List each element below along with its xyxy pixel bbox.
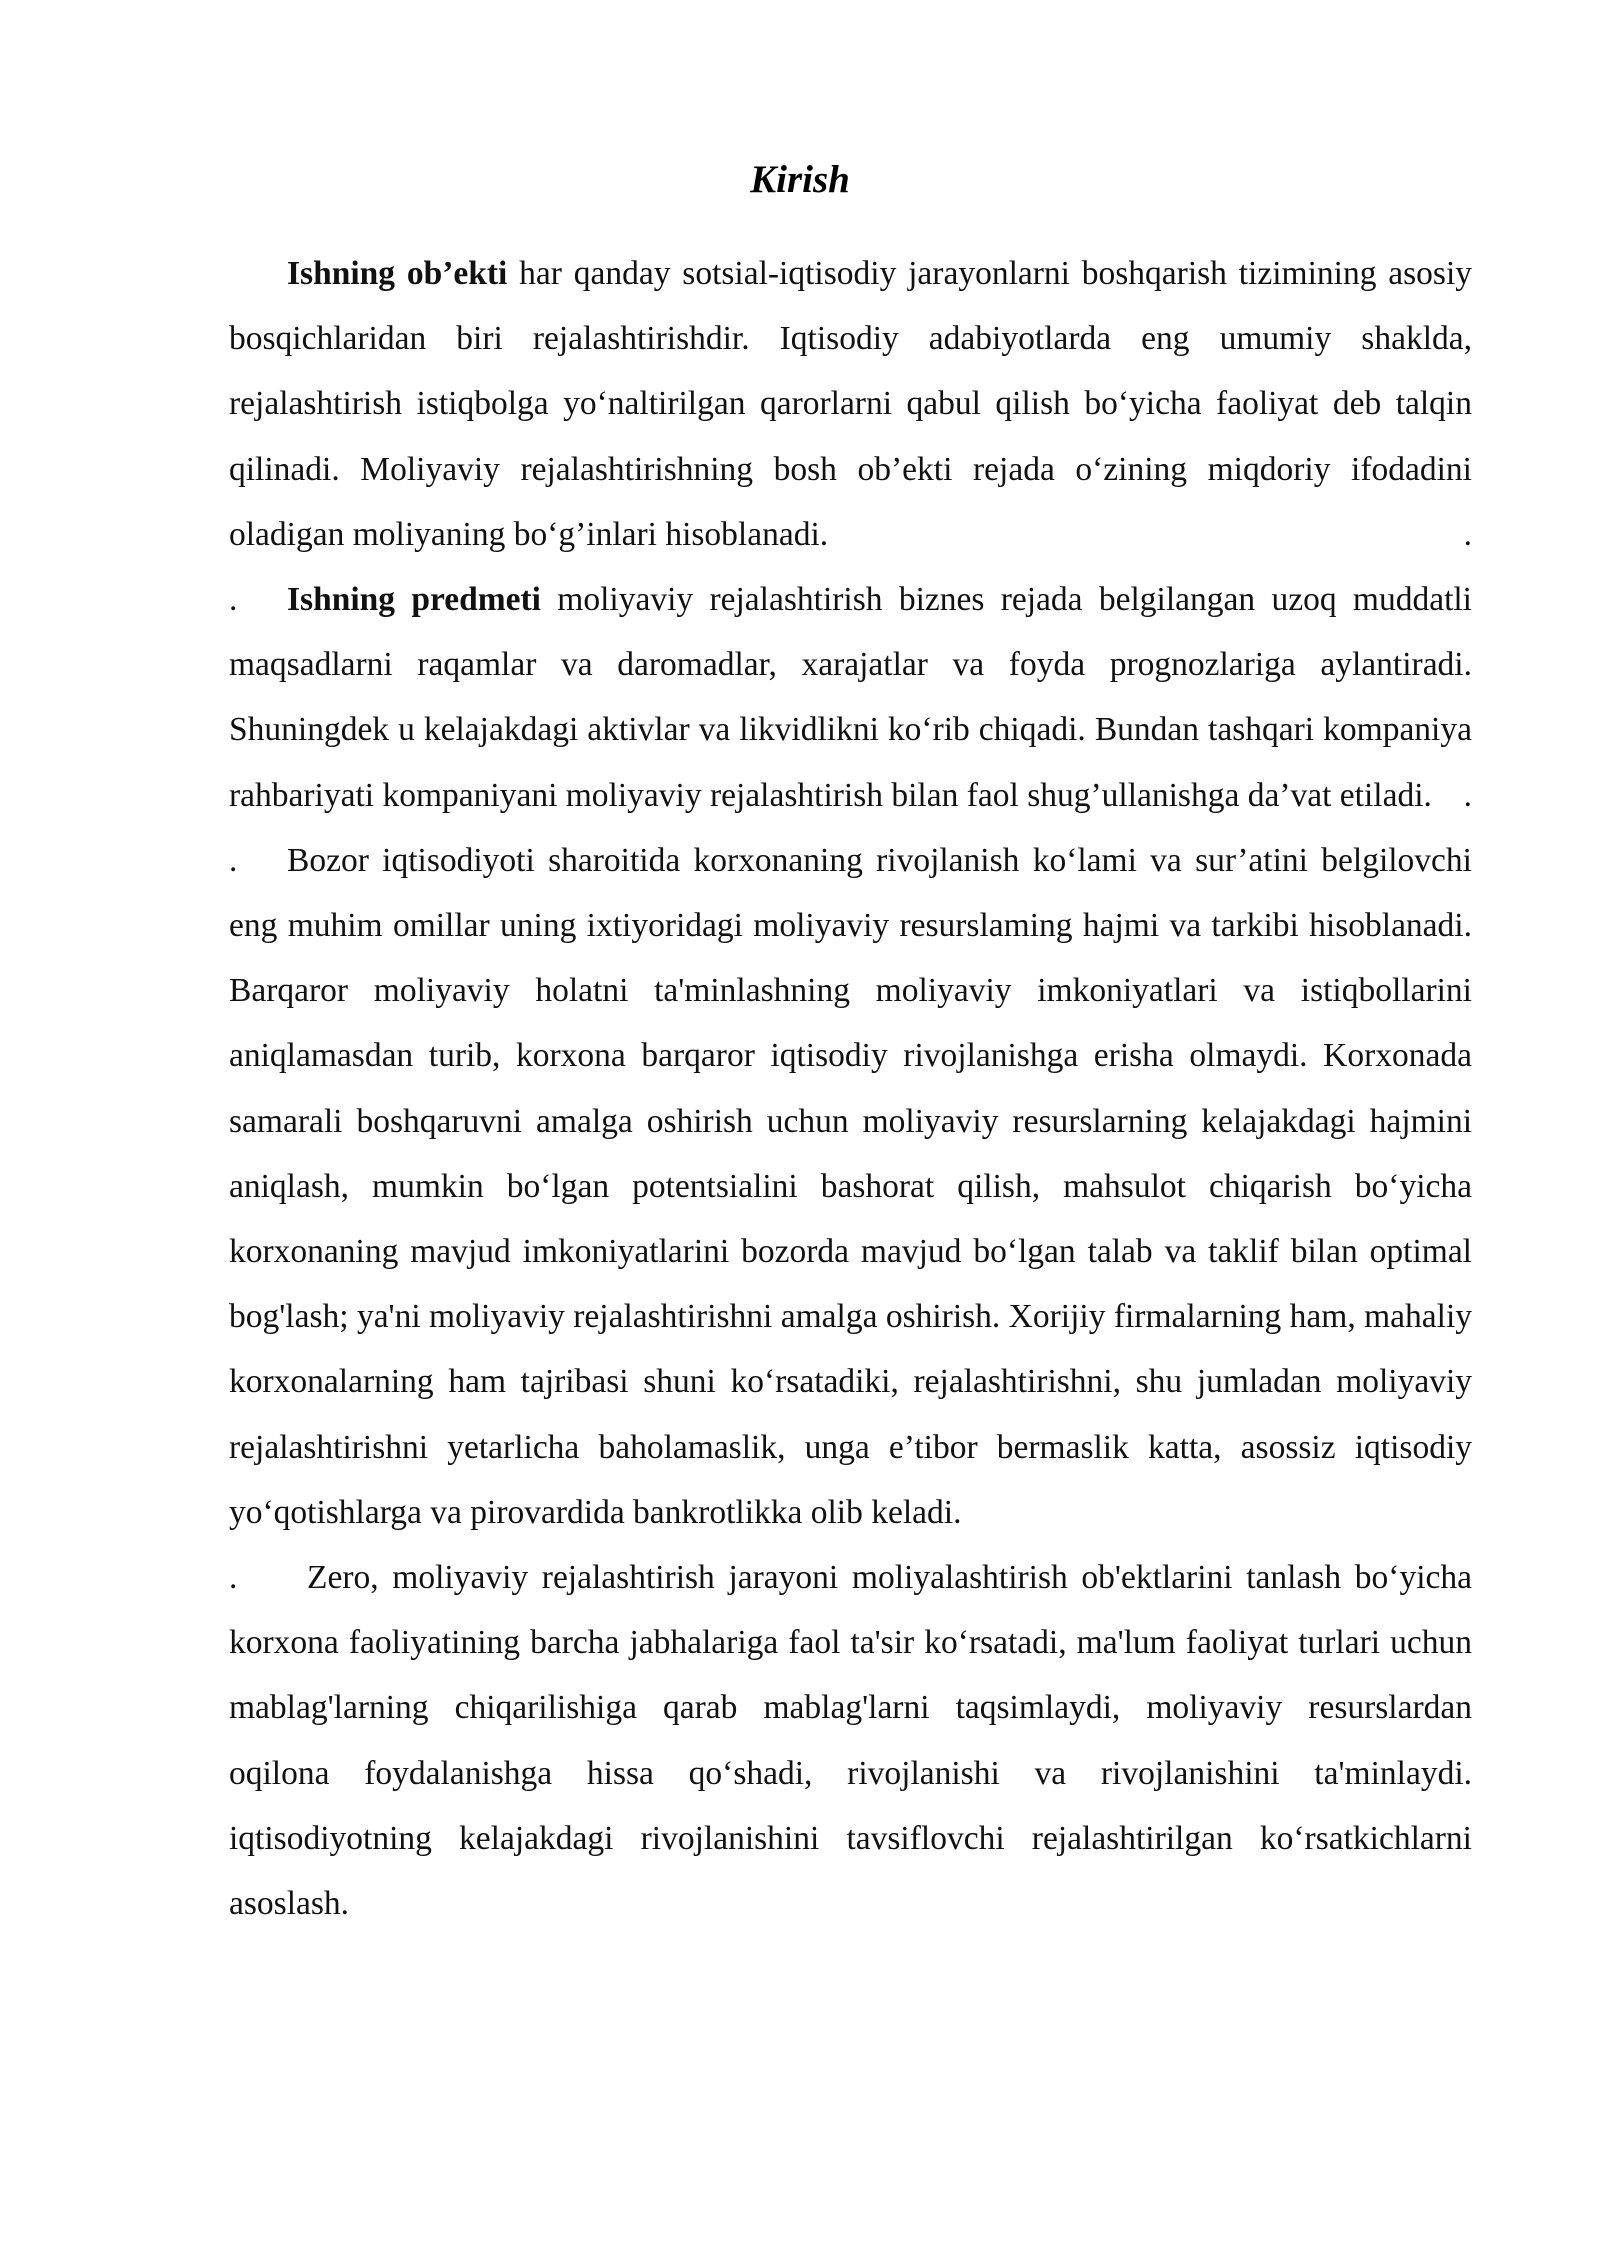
leading-dot: .	[229, 841, 238, 879]
subject-heading: Ishning predmeti	[287, 581, 541, 619]
paragraph-subject	[229, 567, 1472, 828]
paragraph-market	[229, 828, 1472, 1545]
paragraph-text: har qanday sotsial-iqtisodiy jarayonlarni boshqarish tizimining asosiy bosqichlaridan biri rejalashtirishdir. Iqtisodiy adabiyotlarda eng umumiy shaklda, rejalashtirish istiqbolga yo‘naltirilgan qarorlarni qabul qilish bo‘yicha faoliyat deb talqin qilinadi. Moliyaviy rejalashtirishning bosh ob’ekti rejada o‘zining miqdoriy ifodadini oladigan moliyaning bo‘g’inlari hisoblanadi.	[229, 255, 1472, 553]
trailing-dot: .	[1463, 776, 1472, 814]
leading-dot: .	[229, 1559, 238, 1597]
document-body	[229, 241, 1472, 1936]
paragraph-text: moliyaviy rejalashtirish biznes rejada belgilangan uzoq muddatli maqsadlarni raqamlar va daromadlar, xarajatlar va foyda prognozlariga aylantiradi. Shuningdek u kelajakdagi aktivlar va likvidlikni ko‘rib chiqadi. Bundan tashqari kompaniya rahbariyati kompaniyani moliyaviy rejalashtirish bilan faol shug’ullanishga da’vat etiladi.	[229, 581, 1472, 814]
page-title: Kirish	[750, 158, 850, 201]
trailing-dot: .	[1463, 515, 1472, 553]
object-heading: Ishning ob’ekti	[287, 255, 508, 292]
paragraph-text: Bozor iqtisodiyoti sharoitida korxonaning rivojlanish ko‘lami va sur’atini belgilovchi eng muhim omillar uning ixtiyoridagi moliyaviy resurslaming hajmi va tarkibi hisoblanadi. Barqaror moliyaviy holatni ta'minlashning moliyaviy imkoniyatlari va istiqbollarini aniqlamasdan turib, korxona barqaror iqtisodiy rivojlanishga erisha olmaydi. Korxonada samarali boshqaruvni amalga oshirish uchun moliyaviy resurslarning kelajakdagi hajmini aniqlash, mumkin bo‘lgan potentsialini bashorat qilish, mahsulot chiqarish bo‘yicha korxonaning mavjud imkoniyatlarini bozorda mavjud bo‘lgan talab va taklif bilan optimal bog'lash; ya'ni moliyaviy rejalashtirishni amalga oshirish. Xorijiy firmalarning ham, mahaliy korxonalarning ham tajribasi shuni ko‘rsatadiki, rejalashtirishni, shu jumladan moliyaviy rejalashtirishni yetarlicha baholamaslik, unga e’tibor bermaslik katta, asossiz iqtisodiy yo‘qotishlarga va pirovardida bankrotlikka olib keladi.	[229, 841, 1472, 1531]
paragraph-planning	[229, 1545, 1472, 1936]
leading-dot: .	[229, 581, 238, 619]
paragraph-object	[229, 241, 1472, 567]
paragraph-text: Zero, moliyaviy rejalashtirish jarayoni moliyalashtirish ob'ektlarini tanlash bo‘yicha korxona faoliyatining barcha jabhalariga faol ta'sir ko‘rsatadi, ma'lum faoliyat turlari uchun mablag'larning chiqarilishiga qarab mablag'larni taqsimlaydi, moliyaviy resurslardan oqilona foydalanishga hissa qo‘shadi, rivojlanishi va rivojlanishini ta'minlaydi. iqtisodiyotning kelajakdagi rivojlanishini tavsiflovchi rejalashtirilgan ko‘rsatkichlarni asoslash.	[229, 1559, 1472, 1923]
